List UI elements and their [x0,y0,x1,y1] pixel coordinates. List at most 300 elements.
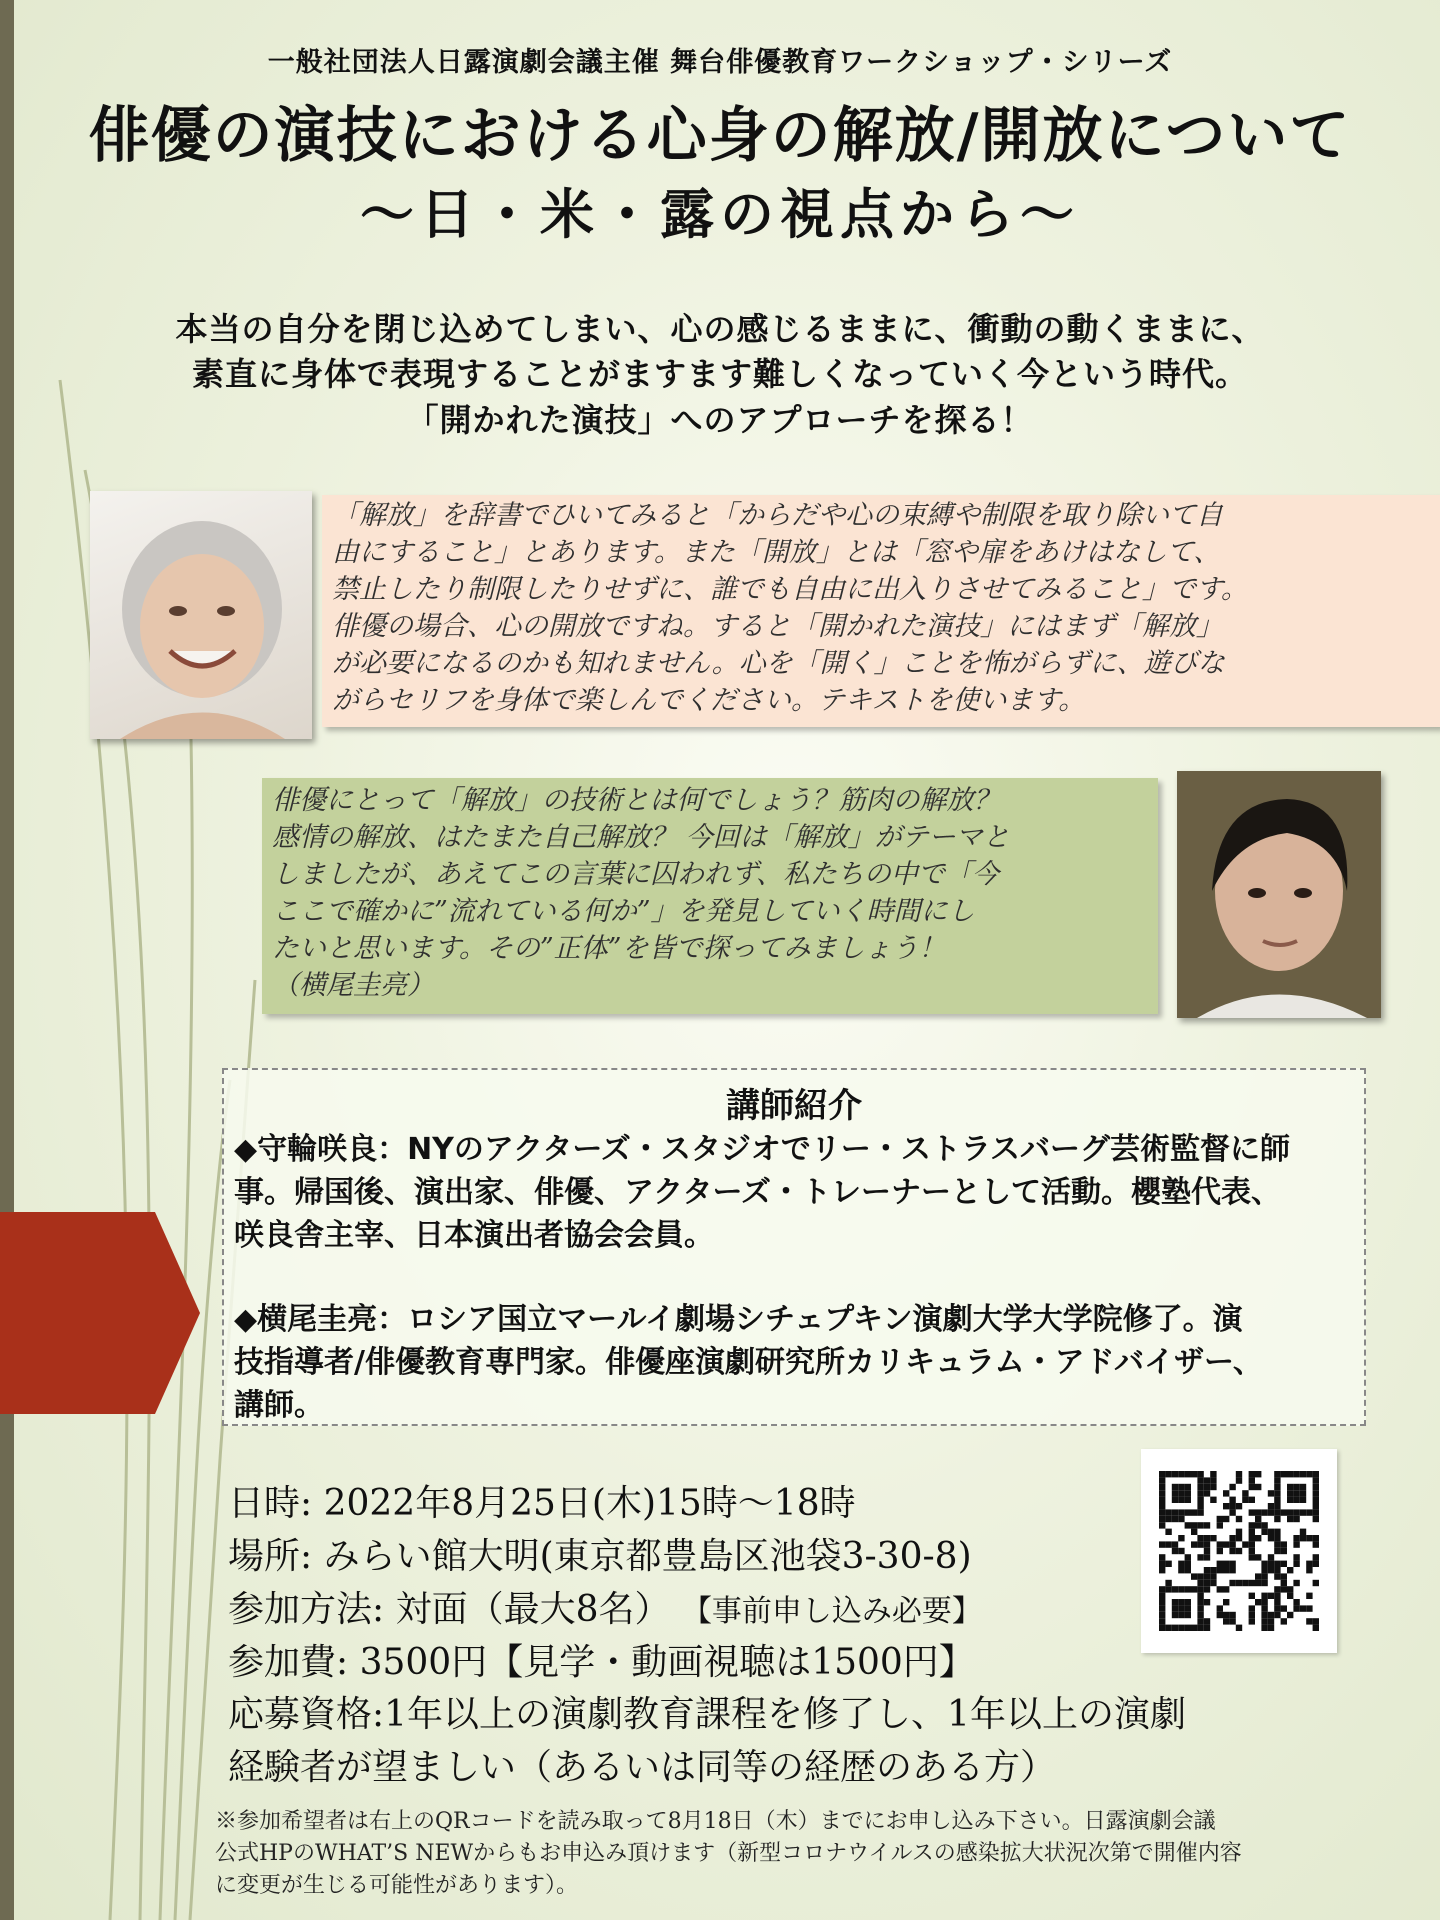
qr-module [1306,1567,1312,1573]
qr-module [1172,1497,1178,1503]
qr-module [1197,1497,1203,1503]
qr-module [1274,1548,1280,1554]
profile-2-line: 技指導者/俳優教育専門家。俳優座演劇研究所カリキュラム・アドバイザー、 [234,1345,1263,1380]
qr-module [1293,1497,1299,1503]
qr-module [1159,1618,1165,1624]
qr-module [1255,1471,1261,1477]
qr-module [1274,1490,1280,1496]
qr-module [1274,1516,1280,1522]
qr-module [1261,1573,1267,1579]
qr-module [1185,1509,1191,1515]
qr-module [1268,1509,1274,1515]
quote-2-line: たいと思います。その”正体”を皆で探ってみましょう！ [272,933,946,964]
qr-module [1274,1605,1280,1611]
qr-module [1274,1599,1280,1605]
qr-module [1236,1516,1242,1522]
qr-module [1172,1509,1178,1515]
qr-module [1185,1586,1191,1592]
qr-module [1242,1490,1248,1496]
qr-module [1197,1586,1203,1592]
qr-module [1172,1490,1178,1496]
quote-2-line: 感情の解放、はたまた自己解放？ 今回は「解放」がテーマと [272,822,1010,853]
qr-module [1300,1490,1306,1496]
qr-module [1287,1593,1293,1599]
quote-2-line: 俳優にとって「解放」の技術とは何でしょう？筋肉の解放？ [272,785,1001,816]
qr-module [1204,1535,1210,1541]
qr-module [1281,1548,1287,1554]
qr-module [1159,1509,1165,1515]
qr-module [1229,1580,1235,1586]
qr-module [1159,1541,1165,1547]
subtitle: 〜日・米・露の視点から〜 [360,183,1080,246]
qr-module [1268,1535,1274,1541]
qr-module [1313,1477,1319,1483]
qr-module [1306,1593,1312,1599]
qr-module [1229,1503,1235,1509]
qr-module [1281,1580,1287,1586]
qr-module [1236,1535,1242,1541]
qr-module [1223,1516,1229,1522]
qr-module [1197,1580,1203,1586]
qr-module [1197,1605,1203,1611]
qr-module [1185,1599,1191,1605]
qr-module [1261,1522,1267,1528]
qr-module [1223,1541,1229,1547]
qr-module [1185,1625,1191,1631]
qr-module [1197,1593,1203,1599]
qr-module [1223,1561,1229,1567]
qr-module [1249,1509,1255,1515]
quote-1-line: が必要になるのかも知れません。心を「開く」ことを怖がらずに、遊びな [332,648,1225,679]
qr-module [1191,1573,1197,1579]
qr-module [1204,1618,1210,1624]
qr-module [1197,1612,1203,1618]
qr-module [1159,1605,1165,1611]
instructor-photo-man [1177,771,1381,1018]
qr-module [1236,1625,1242,1631]
qr-module [1165,1471,1171,1477]
qr-module [1261,1599,1267,1605]
qr-module [1300,1509,1306,1515]
qr-module [1178,1599,1184,1605]
qr-module [1217,1541,1223,1547]
qr-module [1287,1509,1293,1515]
qr-module [1306,1605,1312,1611]
qr-module [1287,1612,1293,1618]
qr-module [1300,1535,1306,1541]
qr-module [1191,1541,1197,1547]
qr-module [1178,1612,1184,1618]
qr-module [1178,1484,1184,1490]
qr-module [1261,1612,1267,1618]
qr-module [1313,1503,1319,1509]
qr-module [1185,1490,1191,1496]
qr-module [1261,1625,1267,1631]
profile-heading: 講師紹介 [726,1086,862,1126]
lead-line-2: 素直に身体で表現することがますます難しくなっていく今という時代。 [191,355,1248,393]
note-line-1: ※参加希望者は右上のQRコードを読み取って8月18日（木）までにお申し込み下さい。日露演劇会議 [215,1809,1216,1834]
qr-module [1172,1625,1178,1631]
qr-module [1217,1586,1223,1592]
qr-module [1185,1567,1191,1573]
qr-module [1255,1554,1261,1560]
qr-module [1159,1516,1165,1522]
qr-module [1300,1529,1306,1535]
qr-module [1268,1561,1274,1567]
quote-box-1 [322,495,1440,727]
qr-module [1293,1535,1299,1541]
qr-module [1197,1535,1203,1541]
qr-module [1204,1541,1210,1547]
qr-module [1249,1541,1255,1547]
qr-module [1281,1541,1287,1547]
profile-1-line: 事。帰国後、演出家、俳優、アクターズ・トレーナーとして活動。櫻塾代表、 [234,1175,1281,1210]
qr-module [1249,1612,1255,1618]
qr-module [1204,1573,1210,1579]
qr-module [1229,1497,1235,1503]
qr-module [1293,1541,1299,1547]
quote-box-2 [262,778,1158,1014]
qr-module [1255,1509,1261,1515]
qr-module [1281,1471,1287,1477]
qr-module [1159,1554,1165,1560]
qr-module [1255,1580,1261,1586]
qr-module [1287,1586,1293,1592]
qr-module [1274,1567,1280,1573]
qr-module [1178,1625,1184,1631]
qr-module [1255,1484,1261,1490]
qr-module [1274,1593,1280,1599]
qr-module [1204,1599,1210,1605]
qr-module [1159,1599,1165,1605]
qr-module [1159,1625,1165,1631]
qr-module [1313,1535,1319,1541]
qr-module [1281,1618,1287,1624]
qr-module [1191,1586,1197,1592]
qr-module [1281,1605,1287,1611]
qr-module [1255,1516,1261,1522]
qr-module [1281,1561,1287,1567]
qr-module [1229,1484,1235,1490]
qr-module [1172,1586,1178,1592]
qr-module [1210,1484,1216,1490]
qr-module [1236,1548,1242,1554]
method-note: 【事前申し込み必要】 [681,1594,982,1629]
qr-module [1274,1497,1280,1503]
method-text: 参加方法: 対面（最大8名） [228,1589,671,1630]
qr-module [1217,1612,1223,1618]
qr-code[interactable] [1141,1449,1337,1653]
qr-module [1178,1497,1184,1503]
qr-module [1178,1561,1184,1567]
qr-module [1261,1580,1267,1586]
qr-module [1159,1497,1165,1503]
qr-module [1191,1509,1197,1515]
red-arrow-shape [0,1212,200,1414]
qr-module [1197,1484,1203,1490]
qr-module [1197,1477,1203,1483]
eligibility-line-2: 経験者が望ましい（あるいは同等の経歴のある方） [228,1747,1057,1788]
qr-module [1172,1605,1178,1611]
qr-module [1197,1625,1203,1631]
qr-module [1274,1484,1280,1490]
qr-module [1172,1599,1178,1605]
quote-1-line: 由にすること」とあります。また「開放」とは「窓や扉をあけはなして、 [332,537,1221,568]
qr-module [1197,1522,1203,1528]
qr-module [1313,1541,1319,1547]
profile-2-line: ◆横尾圭亮：ロシア国立マールイ劇場シチェプキン演劇大学大学院修了。演 [234,1302,1243,1337]
qr-module [1268,1529,1274,1535]
qr-module [1159,1593,1165,1599]
qr-module [1178,1567,1184,1573]
qr-module [1210,1497,1216,1503]
qr-module [1255,1535,1261,1541]
qr-module [1268,1618,1274,1624]
qr-module [1313,1516,1319,1522]
qr-module [1204,1522,1210,1528]
qr-module [1217,1605,1223,1611]
instructor-photo-woman [90,491,312,739]
qr-module [1204,1580,1210,1586]
qr-module [1223,1567,1229,1573]
event-place: 場所: みらい館大明(東京都豊島区池袋3-30-8) [228,1536,972,1577]
qr-module [1300,1471,1306,1477]
qr-module [1197,1541,1203,1547]
qr-module [1249,1548,1255,1554]
qr-module [1274,1561,1280,1567]
qr-module [1178,1516,1184,1522]
qr-module [1223,1599,1229,1605]
qr-module [1261,1529,1267,1535]
qr-module [1249,1554,1255,1560]
qr-module [1242,1580,1248,1586]
qr-module [1178,1605,1184,1611]
qr-module [1197,1509,1203,1515]
qr-module [1249,1618,1255,1624]
qr-module [1223,1586,1229,1592]
event-fee: 参加費: 3500円【見学・動画視聴は1500円】 [228,1642,975,1683]
qr-module [1293,1509,1299,1515]
qr-module [1306,1471,1312,1477]
qr-module [1159,1561,1165,1567]
qr-module [1268,1593,1274,1599]
lead-line-3: 「開かれた演技」へのアプローチを探る！ [406,401,1034,439]
qr-module [1249,1477,1255,1483]
profile-2-line: 講師。 [234,1388,324,1423]
qr-module [1300,1484,1306,1490]
qr-module [1293,1599,1299,1605]
qr-module [1229,1535,1235,1541]
qr-module [1313,1625,1319,1631]
qr-module [1306,1561,1312,1567]
qr-module [1281,1573,1287,1579]
qr-module [1274,1541,1280,1547]
qr-module [1306,1618,1312,1624]
qr-module [1313,1497,1319,1503]
qr-module [1191,1471,1197,1477]
qr-module [1313,1484,1319,1490]
qr-module [1223,1490,1229,1496]
qr-module [1268,1612,1274,1618]
qr-module [1268,1503,1274,1509]
qr-module [1172,1548,1178,1554]
qr-module [1178,1490,1184,1496]
quote-1-line: がらセリフを身体で楽しんでください。テキストを使います。 [332,685,1086,716]
qr-module [1261,1605,1267,1611]
qr-module [1313,1580,1319,1586]
qr-module [1255,1573,1261,1579]
qr-module [1274,1503,1280,1509]
qr-module [1268,1490,1274,1496]
qr-module [1210,1580,1216,1586]
qr-module [1165,1561,1171,1567]
qr-module [1261,1561,1267,1567]
qr-module [1204,1554,1210,1560]
qr-module [1204,1586,1210,1592]
qr-module [1249,1535,1255,1541]
qr-module [1261,1593,1267,1599]
qr-module [1249,1497,1255,1503]
qr-module [1236,1471,1242,1477]
note-line-2: 公式HPのWHAT’S NEWからもお申込み頂けます（新型コロナウイルスの感染拡大状況次第で開催内容 [215,1841,1242,1866]
qr-module [1165,1586,1171,1592]
event-date: 日時: 2022年8月25日(木)15時〜18時 [228,1483,856,1524]
qr-module [1210,1567,1216,1573]
qr-module [1204,1477,1210,1483]
qr-module [1229,1567,1235,1573]
quote-2-line: しましたが、あえてこの言葉に囚われず、私たちの中で「今 [272,859,999,890]
qr-module [1197,1490,1203,1496]
quote-2-line: （横尾圭亮） [272,970,434,1001]
qr-module [1229,1509,1235,1515]
qr-module [1287,1484,1293,1490]
qr-module [1159,1484,1165,1490]
qr-module [1306,1509,1312,1515]
qr-module [1217,1522,1223,1528]
qr-module [1204,1567,1210,1573]
qr-module [1313,1490,1319,1496]
qr-module [1185,1522,1191,1528]
qr-module [1229,1612,1235,1618]
qr-module [1204,1490,1210,1496]
qr-module [1236,1580,1242,1586]
qr-module [1274,1529,1280,1535]
qr-module [1172,1471,1178,1477]
qr-module [1185,1471,1191,1477]
qr-module [1178,1471,1184,1477]
qr-module [1210,1535,1216,1541]
profile-yokoo [234,1298,1354,1427]
qr-module [1249,1580,1255,1586]
qr-module [1165,1529,1171,1535]
qr-module [1287,1567,1293,1573]
qr-module [1165,1541,1171,1547]
qr-module [1281,1509,1287,1515]
qr-module [1274,1509,1280,1515]
qr-module [1165,1516,1171,1522]
qr-module [1274,1586,1280,1592]
qr-module [1197,1573,1203,1579]
qr-module [1293,1484,1299,1490]
qr-module [1274,1573,1280,1579]
qr-module [1281,1586,1287,1592]
qr-module [1178,1586,1184,1592]
qr-module [1287,1490,1293,1496]
profile-moriwa [234,1128,1354,1257]
qr-module [1229,1541,1235,1547]
qr-module [1274,1535,1280,1541]
qr-module [1287,1471,1293,1477]
qr-module [1313,1618,1319,1624]
qr-module [1229,1548,1235,1554]
qr-module [1185,1554,1191,1560]
qr-module [1185,1612,1191,1618]
qr-module [1217,1567,1223,1573]
qr-module [1204,1548,1210,1554]
qr-module [1223,1503,1229,1509]
profile-1-line: 咲良舎主宰、日本演出者協会会員。 [234,1218,714,1253]
qr-module [1229,1618,1235,1624]
quote-1-line: 「解放」を辞書でひいてみると「からだや心の束縛や制限を取り除いて自 [332,500,1223,531]
qr-module [1293,1580,1299,1586]
qr-module [1159,1490,1165,1496]
qr-module [1185,1484,1191,1490]
qr-module [1313,1554,1319,1560]
qr-module [1159,1477,1165,1483]
qr-module [1293,1516,1299,1522]
qr-module [1178,1509,1184,1515]
qr-module [1255,1599,1261,1605]
main-title: 俳優の演技における心身の解放/開放について [88,101,1352,171]
qr-module [1261,1567,1267,1573]
organizer-line: 一般社団法人日露演劇会議主催 舞台俳優教育ワークショップ・シリーズ [267,47,1173,78]
qr-module [1249,1484,1255,1490]
qr-module [1197,1554,1203,1560]
qr-module [1313,1509,1319,1515]
note-line-3: に変更が生じる可能性があります）。 [215,1873,579,1898]
qr-module [1236,1529,1242,1535]
qr-module [1210,1573,1216,1579]
qr-module [1197,1599,1203,1605]
qr-module [1236,1503,1242,1509]
qr-module [1261,1509,1267,1515]
qr-module [1249,1529,1255,1535]
qr-module [1191,1529,1197,1535]
qr-module [1293,1605,1299,1611]
qr-module [1306,1535,1312,1541]
qr-module [1185,1605,1191,1611]
eligibility-line-1: 応募資格:1年以上の演劇教育課程を修了し、1年以上の演劇 [228,1694,1186,1735]
qr-module [1236,1477,1242,1483]
qr-module [1159,1586,1165,1592]
qr-module [1223,1612,1229,1618]
qr-module [1249,1593,1255,1599]
qr-module [1274,1477,1280,1483]
qr-module [1197,1503,1203,1509]
qr-module [1268,1567,1274,1573]
qr-module [1178,1535,1184,1541]
qr-module [1255,1522,1261,1528]
qr-module [1300,1605,1306,1611]
qr-module [1159,1471,1165,1477]
qr-module [1268,1554,1274,1560]
quote-2-line: ここで確かに”流れている何か”」を発見していく時間にし [272,896,975,927]
qr-module [1261,1618,1267,1624]
lead-line-1: 本当の自分を閉じ込めてしまい、心の感じるままに、衝動の動くままに、 [175,310,1265,348]
qr-module [1159,1612,1165,1618]
qr-module [1159,1522,1165,1528]
qr-module [1210,1477,1216,1483]
